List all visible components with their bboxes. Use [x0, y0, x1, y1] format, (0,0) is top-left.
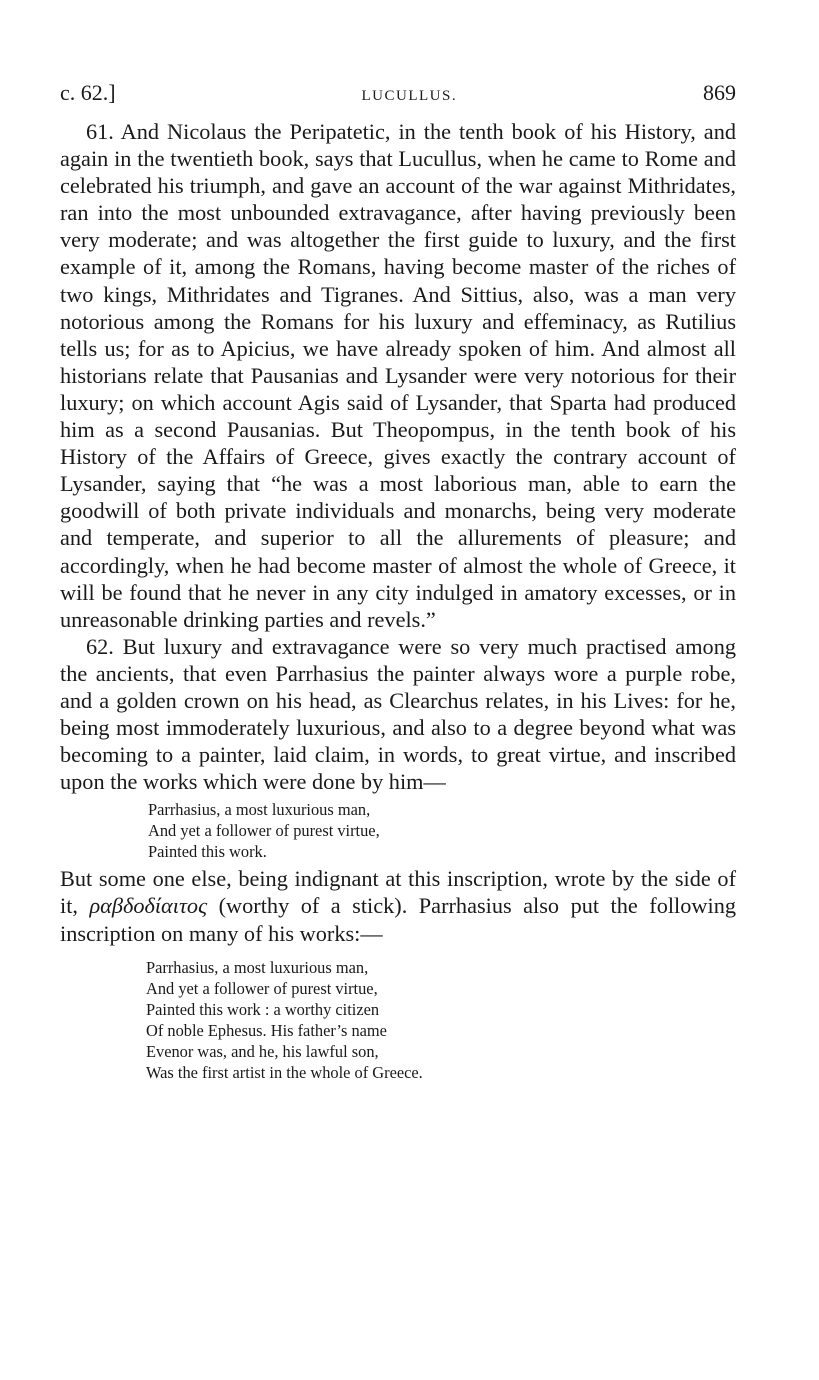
- paragraph-61: 61. And Nicolaus the Peripatetic, in the tenth book of his History, and again in the twentieth book, says that Lucullus, when he came to Rome and celebrated his triumph, and gave an account of the war against Mithridates, ran into the most unbounded extravagance, after having previously been very moderate; and was altogether the first guide to luxury, and the first example of it, among the Romans, having become master of the riches of two kings, Mithridates and Tigranes. And Sittius, also, was a man very notorious among the Romans for his luxury and effeminacy, as Rutilius tells us; for as to Apicius, we have already spoken of him. And almost all historians relate that Pausanias and Lysander were very notorious for their luxury; on which account Agis said of Lysander, that Sparta had produced him as a second Pausanias. But Theopompus, in the tenth book of his History of the Affairs of Greece, gives exactly the contrary account of Lysander, saying that “he was a most laborious man, able to earn the goodwill of both private individuals and monarchs, being very moderate and temperate, and superior to all the allurements of pleasure; and accordingly, when he had become master of almost the whole of Greece, it will be found that he never in any city indulged in amatory excesses, or in unreasonable drinking parties and revels.”: [60, 119, 736, 632]
- paragraph-inscription-note: [60, 865, 736, 946]
- inscription-verse-short: [60, 799, 736, 862]
- verse-line: Parrhasius, a most luxurious man,: [148, 800, 371, 820]
- inscription-verse-long: [60, 957, 736, 1083]
- verse-line: Was the first artist in the whole of Greece.: [146, 1062, 423, 1082]
- verse-line: And yet a follower of purest virtue,: [146, 978, 378, 998]
- book-page: [60, 80, 736, 1086]
- page-number: 869: [703, 80, 736, 105]
- note-text-after: (worthy of a stick). Parrhasius also put the following inscription on many of his works:—: [60, 893, 736, 946]
- running-title: LUCULLUS.: [361, 88, 458, 104]
- paragraph-62: 62. But luxury and extravagance were so very much practised among the ancients, that even Parrhasius the painter always wore a purple robe, and a golden crown on his head, as Clearchus relates, in his Lives: for he, being most immoderately luxurious, and also to a degree beyond what was becoming to a painter, laid claim, in words, to great virtue, and inscribed upon the works which were done by him—: [60, 633, 736, 795]
- verse-line: Of noble Ephesus. His father’s name: [146, 1020, 387, 1040]
- note-text-before: But some one else, being indignant at this inscription, wrote by the side of it,: [60, 866, 736, 919]
- running-header: [60, 80, 736, 110]
- verse-line: Painted this work : a worthy citizen: [146, 999, 380, 1019]
- verse-line: And yet a follower of purest virtue,: [148, 821, 380, 841]
- chapter-reference: c. 62.]: [60, 80, 116, 105]
- verse-line: Evenor was, and he, his lawful son,: [146, 1041, 379, 1061]
- greek-word: ραβδοδίαιτος: [89, 893, 208, 919]
- verse-line: Painted this work.: [148, 842, 267, 862]
- verse-line: Parrhasius, a most luxurious man,: [146, 957, 369, 977]
